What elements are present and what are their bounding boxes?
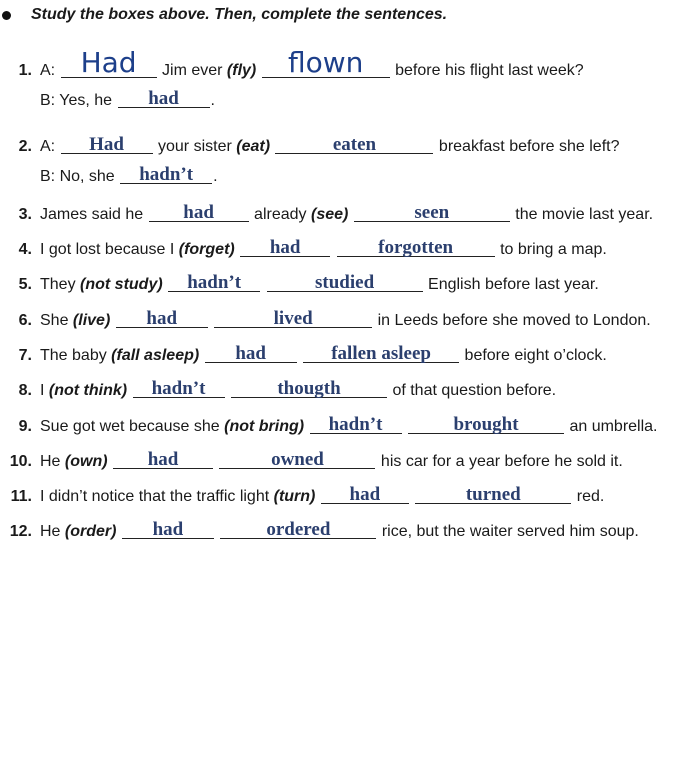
- verb-prompt: (eat): [236, 138, 271, 155]
- answer-text: eaten: [332, 134, 377, 155]
- sentence-text: .: [210, 92, 215, 109]
- answer-text: had: [152, 519, 184, 540]
- sentence-text: of that question before.: [388, 382, 557, 399]
- sentence-text: [209, 312, 213, 330]
- sentence-text: your sister: [153, 138, 237, 155]
- sentence-text: [215, 523, 219, 541]
- item-number: 3.: [18, 206, 32, 223]
- exercise-line: [0, 302, 651, 330]
- answer-blank[interactable]: [122, 514, 214, 539]
- sentence-text: The baby: [40, 347, 112, 364]
- sentence-text: [127, 382, 131, 400]
- answer-text: seen: [414, 202, 450, 223]
- answer-text: hadn’t: [139, 164, 194, 185]
- item-number: 6.: [18, 312, 32, 329]
- answer-text: fallen asleep: [331, 343, 431, 364]
- sentence-text: .: [213, 168, 218, 185]
- answer-text: Had: [89, 134, 124, 155]
- sentence-text: A:: [40, 138, 60, 155]
- item-number: 10.: [9, 453, 32, 470]
- answer-blank[interactable]: [408, 409, 564, 434]
- sentence-text: to bring a map.: [495, 241, 607, 258]
- answer-text: Had: [80, 46, 137, 79]
- verb-prompt: (live): [72, 312, 111, 329]
- sentence-text: B: Yes, he: [40, 92, 117, 109]
- sentence-text: rice, but the waiter served him soup.: [377, 523, 639, 540]
- answer-text: ordered: [266, 519, 331, 540]
- answer-text: flown: [287, 46, 364, 79]
- sentence-text: [261, 276, 265, 294]
- item-number: 11.: [10, 488, 32, 505]
- answer-blank[interactable]: [219, 444, 375, 469]
- sentence-text: [410, 488, 414, 506]
- sentence-text: his car for a year before he sold it.: [376, 453, 623, 470]
- answer-text: studied: [315, 272, 375, 293]
- answer-blank[interactable]: [220, 514, 376, 539]
- answer-text: turned: [465, 484, 521, 505]
- sentence-text: [116, 523, 120, 541]
- answer-blank[interactable]: [205, 338, 297, 363]
- item-number: 7.: [18, 347, 32, 364]
- sentence-text: [163, 276, 167, 294]
- sentence-text: [348, 206, 352, 224]
- verb-prompt: (fly): [226, 62, 257, 79]
- sentence-text: He: [40, 523, 65, 540]
- answer-blank[interactable]: [354, 197, 510, 222]
- verb-prompt: (turn): [273, 488, 316, 505]
- sentence-text: [226, 382, 230, 400]
- answer-text: hadn’t: [151, 378, 206, 399]
- sentence-text: already: [249, 206, 311, 223]
- answer-blank[interactable]: [133, 373, 225, 398]
- exercise-line: [0, 196, 653, 224]
- sentence-text: [110, 312, 114, 330]
- instruction-text: Study the boxes above. Then, complete the sentences.: [31, 6, 448, 23]
- sentence-text: [235, 241, 239, 259]
- sentence-text: Jim ever: [157, 62, 227, 79]
- answer-blank[interactable]: [310, 409, 402, 434]
- sentence-text: [270, 138, 274, 156]
- exercise-line: [0, 46, 584, 80]
- answer-text: brought: [453, 414, 519, 435]
- answer-blank[interactable]: [61, 129, 153, 154]
- sentence-text: [199, 347, 203, 365]
- answer-blank[interactable]: [303, 338, 459, 363]
- answer-blank[interactable]: [415, 479, 571, 504]
- sentence-text: She: [40, 312, 73, 329]
- item-number: 1.: [18, 62, 32, 79]
- answer-text: had: [146, 308, 178, 329]
- sentence-text: before his flight last week?: [390, 62, 584, 79]
- sentence-text: [403, 418, 407, 436]
- sentence-text: I: [40, 382, 49, 399]
- sentence-text: English before last year.: [423, 276, 599, 293]
- verb-prompt: (fall asleep): [111, 347, 200, 364]
- sentence-text: I got lost because I: [40, 241, 179, 258]
- answer-blank[interactable]: [231, 373, 387, 398]
- verb-prompt: (not bring): [224, 418, 305, 435]
- answer-text: owned: [271, 449, 324, 470]
- sentence-text: B: No, she: [40, 168, 120, 185]
- answer-blank[interactable]: [267, 267, 423, 292]
- sentence-text: [315, 488, 319, 506]
- answer-blank[interactable]: [321, 479, 409, 504]
- exercise-line: [0, 266, 599, 294]
- answer-text: had: [349, 484, 381, 505]
- exercise-line: [0, 231, 607, 259]
- bullet-icon: [2, 11, 11, 20]
- answer-blank[interactable]: [240, 232, 330, 257]
- answer-text: had: [235, 343, 266, 364]
- answer-blank[interactable]: [214, 303, 372, 328]
- answer-blank[interactable]: [149, 197, 249, 222]
- answer-blank[interactable]: [275, 129, 433, 154]
- answer-text: hadn’t: [187, 272, 242, 293]
- sentence-text: [108, 453, 112, 471]
- exercise-line: [0, 372, 556, 400]
- exercise-line: [0, 478, 604, 506]
- answer-text: had: [148, 88, 179, 109]
- exercise-line: [0, 158, 218, 186]
- answer-blank[interactable]: [116, 303, 208, 328]
- sentence-text: before eight o’clock.: [460, 347, 607, 364]
- item-number: 8.: [18, 382, 32, 399]
- sentence-text: [256, 62, 260, 80]
- sentence-text: [331, 241, 335, 259]
- exercise-line: [0, 443, 623, 471]
- sentence-text: the movie last year.: [510, 206, 654, 223]
- answer-blank[interactable]: [337, 232, 495, 257]
- item-number: 12.: [9, 523, 32, 540]
- sentence-text: He: [40, 453, 65, 470]
- verb-prompt: (not think): [48, 382, 128, 399]
- verb-prompt: (own): [64, 453, 108, 470]
- answer-text: had: [183, 202, 214, 223]
- sentence-text: [214, 453, 218, 471]
- sentence-text: [304, 418, 308, 436]
- sentence-text: They: [40, 276, 81, 293]
- item-number: 5.: [18, 276, 32, 293]
- answer-text: thougth: [277, 378, 341, 399]
- answer-text: had: [147, 449, 179, 470]
- sentence-text: an umbrella.: [565, 418, 658, 435]
- exercise-line: [0, 128, 619, 156]
- sentence-text: James said he: [40, 206, 148, 223]
- sentence-text: Sue got wet because she: [40, 418, 225, 435]
- instructions: [0, 4, 447, 26]
- exercise-line: [0, 513, 639, 541]
- answer-blank[interactable]: [113, 444, 213, 469]
- item-number: 2.: [18, 138, 32, 155]
- sentence-text: in Leeds before she moved to London.: [373, 312, 651, 329]
- exercise-line: [0, 337, 607, 365]
- exercise-line: [0, 408, 658, 436]
- item-number: 4.: [18, 241, 32, 258]
- answer-text: hadn’t: [328, 414, 383, 435]
- sentence-text: red.: [572, 488, 605, 505]
- verb-prompt: (forget): [178, 241, 235, 258]
- sentence-text: [298, 347, 302, 365]
- answer-blank[interactable]: [168, 267, 260, 292]
- answer-text: lived: [273, 308, 313, 329]
- answer-blank[interactable]: [120, 159, 212, 184]
- answer-blank[interactable]: [118, 83, 210, 108]
- exercise-line: [0, 82, 215, 110]
- sentence-text: breakfast before she left?: [434, 138, 620, 155]
- item-number: 9.: [18, 418, 32, 435]
- answer-text: had: [269, 237, 301, 258]
- answer-blank[interactable]: [61, 46, 157, 79]
- answer-text: forgotten: [378, 237, 454, 258]
- sentence-text: A:: [40, 62, 60, 79]
- sentence-text: I didn’t notice that the traffic light: [40, 488, 274, 505]
- verb-prompt: (see): [310, 206, 349, 223]
- verb-prompt: (order): [64, 523, 117, 540]
- verb-prompt: (not study): [80, 276, 163, 293]
- answer-blank[interactable]: [262, 46, 390, 79]
